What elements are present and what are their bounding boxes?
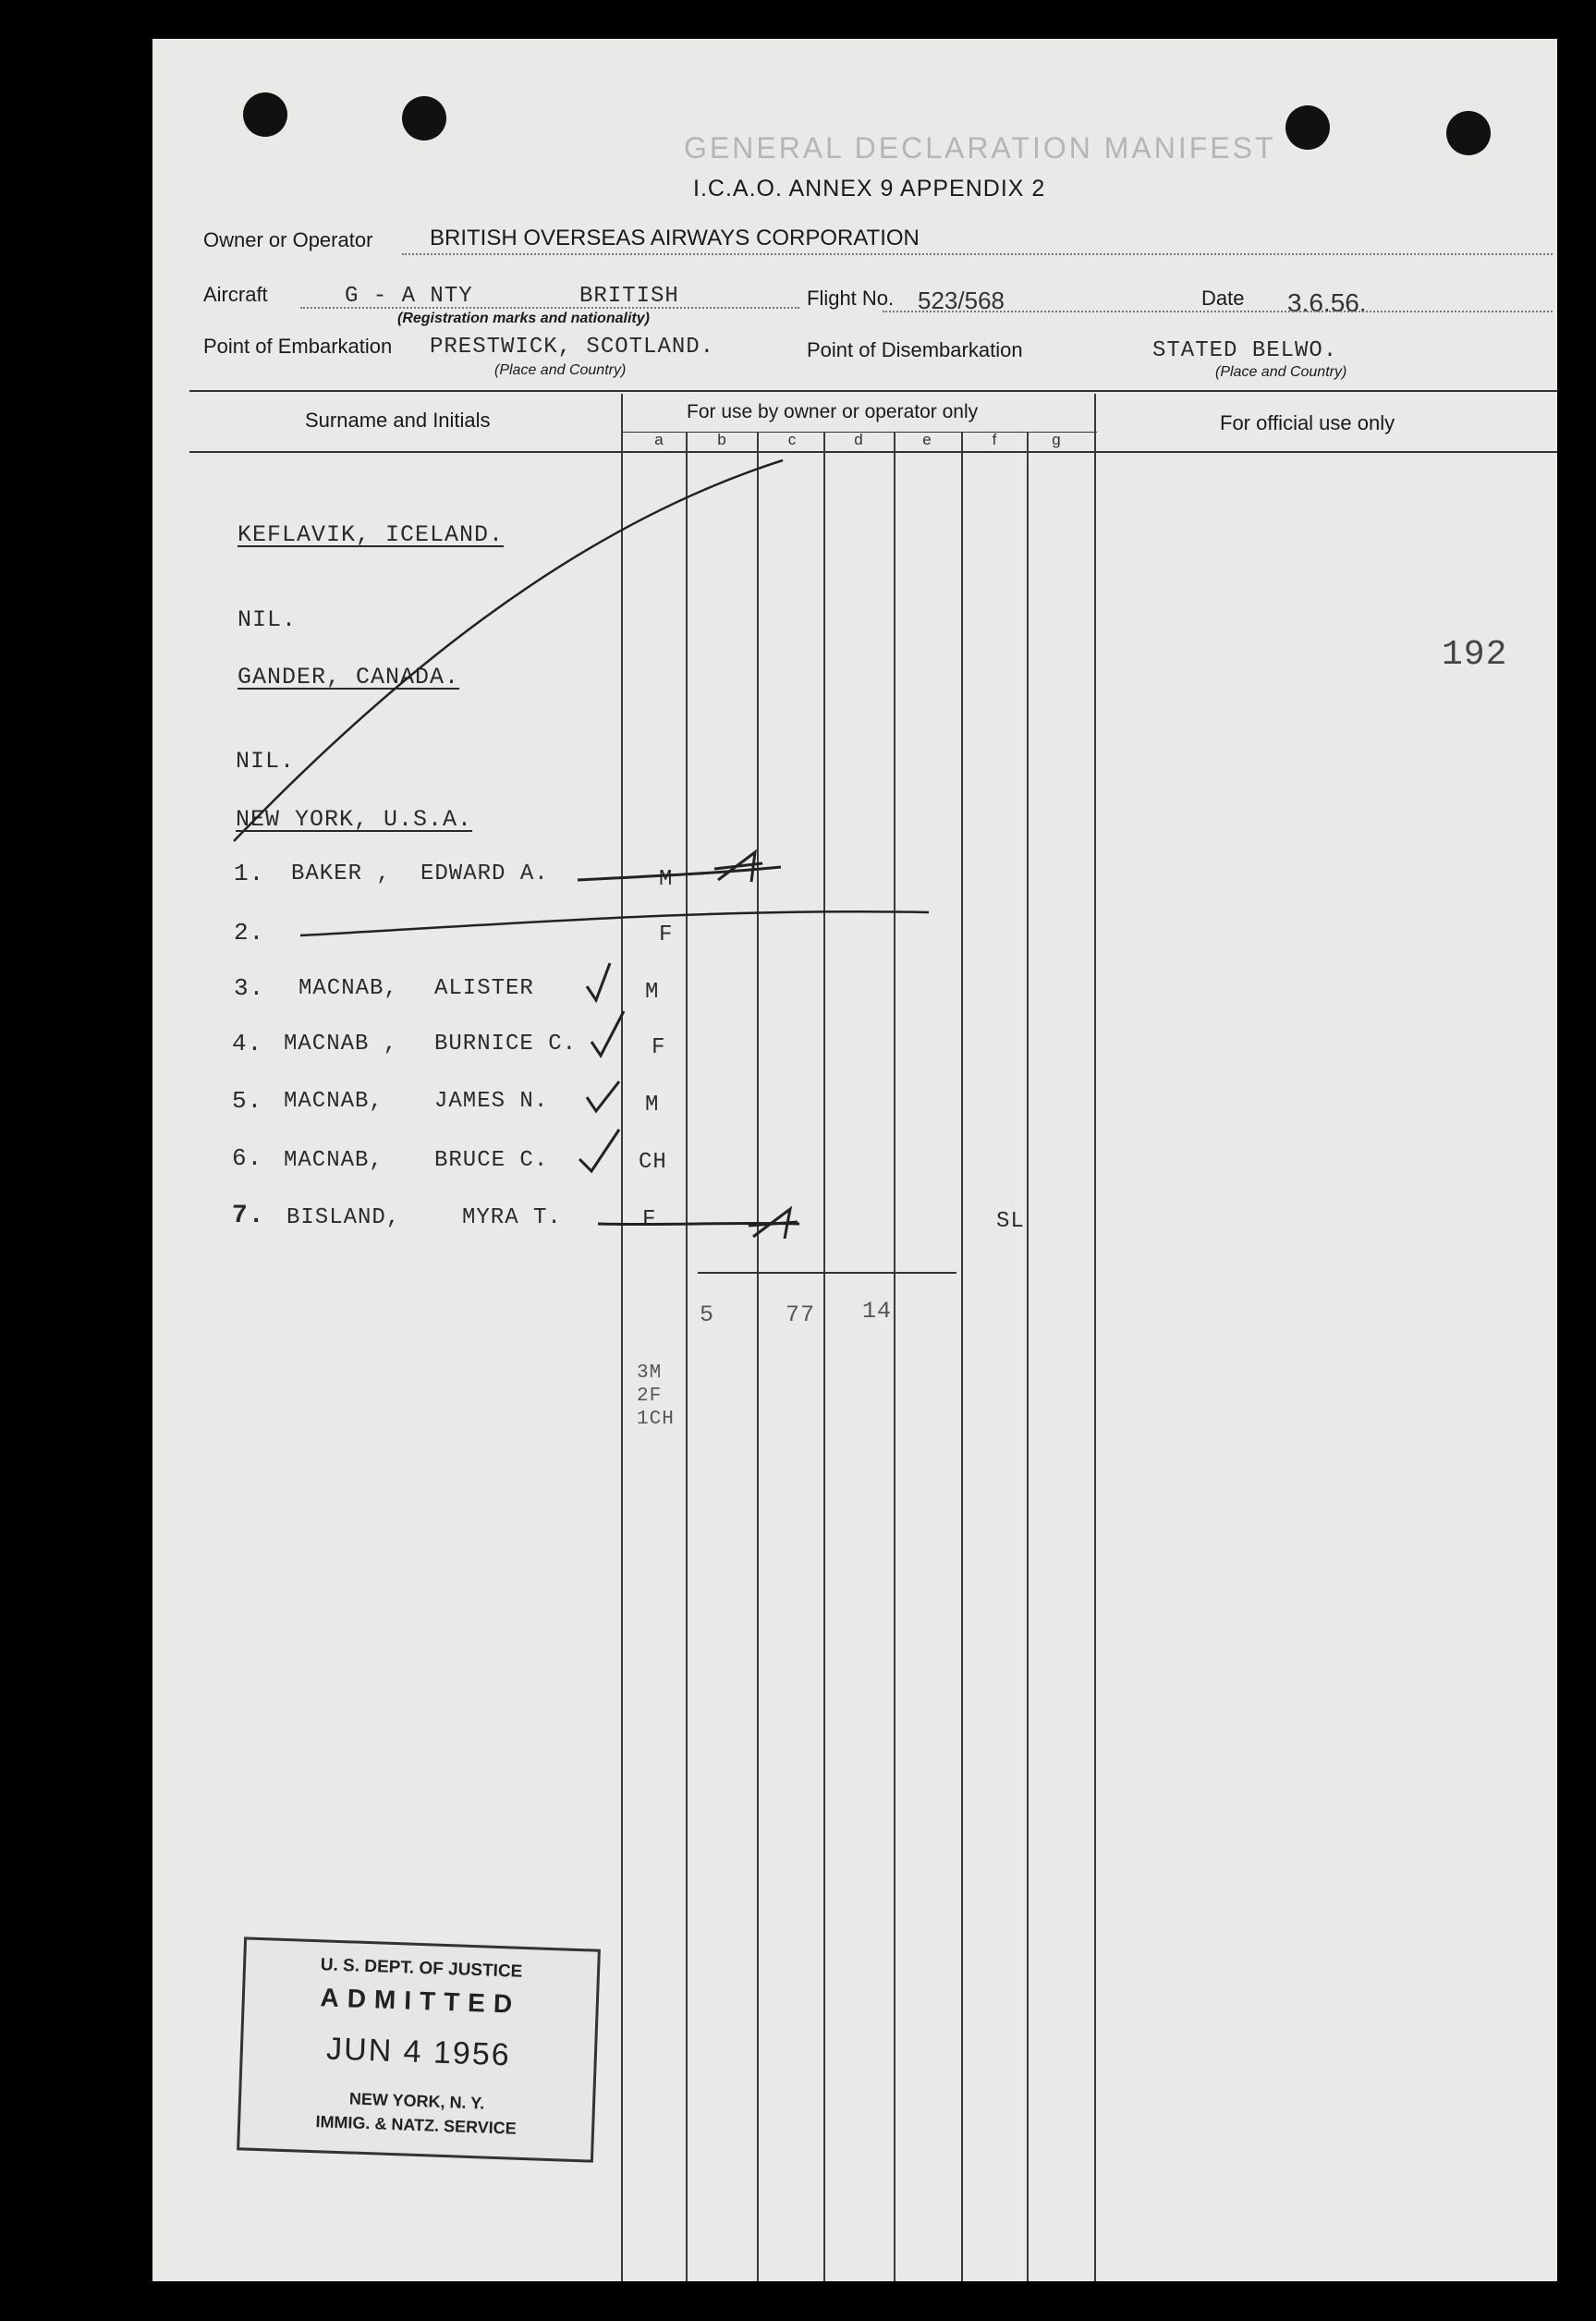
stamp-location: NEW YORK, N. Y. <box>348 2089 485 2113</box>
owner-value: BRITISH OVERSEAS AIRWAYS CORPORATION <box>430 226 920 250</box>
stamp-status: ADMITTED <box>320 1983 521 2019</box>
date-value: 3.6.56. <box>1287 288 1367 317</box>
passenger-col-f: SL <box>996 1209 1025 1234</box>
passenger-given-names: MYRA T. <box>462 1205 562 1230</box>
passenger-given-names: BRUCE C. <box>434 1148 549 1173</box>
row-strike-line <box>578 867 781 880</box>
embarkation-label: Point of Embarkation <box>203 335 393 358</box>
embarkation-value: PRESTWICK, SCOTLAND. <box>430 335 715 360</box>
col-surname-header: Surname and Initials <box>305 409 491 432</box>
subcol-c: c <box>787 431 797 448</box>
subcol-b: b <box>717 431 726 448</box>
passenger-number: 7. <box>232 1202 265 1230</box>
summary-line: 2F <box>637 1386 663 1407</box>
initial-mark <box>749 1209 798 1239</box>
passenger-sex: M <box>645 1093 660 1118</box>
passenger-number: 3. <box>234 974 265 1002</box>
summary-line: 3M <box>637 1362 663 1384</box>
flight-label: Flight No. <box>807 287 895 310</box>
flight-value: 523/568 <box>918 287 1005 314</box>
passenger-surname: BAKER , <box>291 861 391 886</box>
total-b: 5 <box>700 1301 715 1328</box>
initial-mark <box>714 852 762 882</box>
stamp-date: JUN 4 1956 <box>325 2031 512 2073</box>
subcol-e: e <box>922 431 932 448</box>
passenger-number: 2. <box>234 919 265 947</box>
passenger-surname: MACNAB, <box>298 976 398 1001</box>
passenger-sex: M <box>659 867 674 892</box>
passenger-number: 4. <box>232 1030 263 1057</box>
passenger-surname: MACNAB, <box>284 1148 384 1173</box>
aircraft-registration: G - A NTY <box>345 284 473 309</box>
subcol-a: a <box>654 431 664 448</box>
col-owner-use-header: For use by owner or operator only <box>687 401 979 422</box>
subcol-g: g <box>1052 431 1061 448</box>
diagonal-strike-line <box>234 460 783 841</box>
stamp-service: IMMIG. & NATZ. SERVICE <box>315 2112 518 2138</box>
passenger-number: 5. <box>232 1087 263 1115</box>
passenger-sex: M <box>645 980 660 1005</box>
col-official-header: For official use only <box>1220 411 1395 434</box>
passenger-given-names: JAMES N. <box>434 1089 549 1114</box>
stamp-agency: U. S. DEPT. OF JUSTICE <box>320 1955 523 1982</box>
total-c: 77 <box>786 1301 816 1328</box>
owner-label: Owner or Operator <box>203 228 373 251</box>
passenger-number: 6. <box>232 1144 263 1172</box>
official-number: 192 <box>1442 635 1508 675</box>
stop-place: NEW YORK, U.S.A. <box>236 806 473 833</box>
check-mark <box>591 1011 624 1056</box>
stop-place: KEFLAVIK, ICELAND. <box>238 521 505 548</box>
passenger-surname: MACNAB, <box>284 1089 384 1114</box>
handwritten-marks <box>152 39 1557 1333</box>
subcol-d: d <box>854 431 863 448</box>
immigration-stamp <box>237 1936 601 2162</box>
aircraft-label: Aircraft <box>203 283 268 306</box>
stop-place: GANDER, CANADA. <box>238 664 460 690</box>
disembarkation-label: Point of Disembarkation <box>807 338 1023 361</box>
embarkation-note: (Place and Country) <box>494 362 627 378</box>
subcol-f: f <box>992 431 997 448</box>
annex-title: I.C.A.O. ANNEX 9 APPENDIX 2 <box>693 176 1046 202</box>
row-strike-line <box>300 911 929 935</box>
passenger-sex: F <box>642 1207 657 1232</box>
stop-entry: NIL. <box>238 606 298 633</box>
total-d: 14 <box>862 1298 893 1325</box>
passenger-surname: MACNAB , <box>284 1032 398 1057</box>
passenger-given-names: EDWARD A. <box>420 861 549 886</box>
passenger-given-names: ALISTER <box>434 976 534 1001</box>
passenger-number: 1. <box>234 860 265 887</box>
passenger-given-names: BURNICE C. <box>434 1032 578 1057</box>
disembarkation-note: (Place and Country) <box>1215 364 1347 380</box>
faded-title: GENERAL DECLARATION MANIFEST <box>684 131 1276 165</box>
passenger-sex: F <box>652 1035 666 1060</box>
check-mark <box>587 1081 619 1111</box>
aircraft-note: (Registration marks and nationality) <box>397 311 650 326</box>
date-label: Date <box>1201 287 1245 310</box>
check-mark <box>579 1130 619 1171</box>
passenger-surname: BISLAND, <box>286 1205 401 1230</box>
passenger-sex: F <box>659 922 674 947</box>
check-mark <box>587 963 610 1000</box>
stop-entry: NIL. <box>236 748 296 775</box>
manifest-page <box>152 39 1557 2281</box>
disembarkation-value: STATED BELWO. <box>1152 338 1338 363</box>
passenger-sex: CH <box>639 1150 667 1175</box>
aircraft-nationality: BRITISH <box>579 284 679 309</box>
summary-line: 1CH <box>637 1409 675 1430</box>
